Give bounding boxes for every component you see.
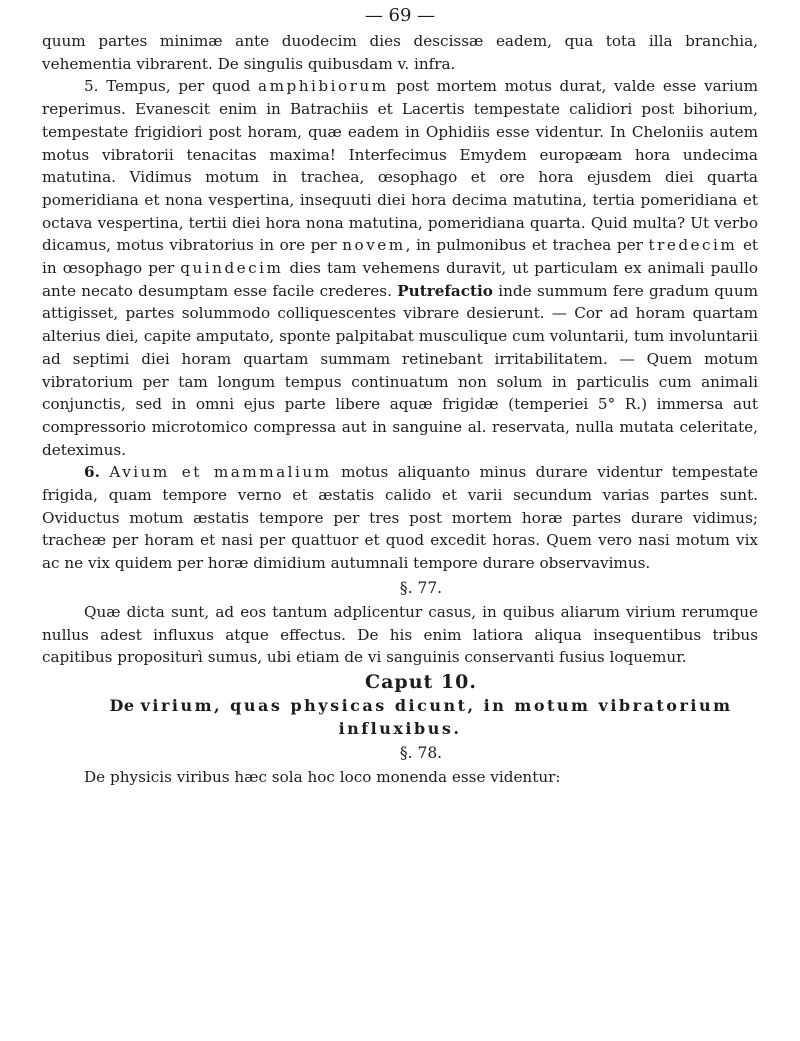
spaced-term-quindecim: quindecim <box>180 259 284 278</box>
spaced-term-avium: Avium et mammalium <box>109 463 332 482</box>
paragraph-6: 6. Avium et mammalium motus aliquanto minus durare videntur tempestate frigida, quam tempore verno et æstatis calido et varii secundum varias partes sunt. Oviductus motum æstatis tempore per tres post mortem horæ partes durare vidimus; tracheæ per horam et nasi per quattuor et quod excedit horas. Quem vero nasi motum vix ac ne vix quidem per horæ dimidium autumnali tempore durare observavimus. <box>42 463 759 573</box>
paragraph-77: Quæ dicta sunt, ad eos tantum adplicentur casus, in quibus aliarum virium rerumque nullus adest influxus atque effectus. De his enim latiora aliqua insequentibus tribus capitibus propositurì sumus, ubi etiam de vi sanguinis conservanti fusius loquemur. <box>42 602 758 667</box>
paragraph-6-number: 6. <box>84 463 100 482</box>
paragraph-continued: quum partes minimæ ante duodecim dies descissæ eadem, qua tota illa branchia, vehementia vibrarent. De singulis quibusdam v. infra. <box>42 32 758 73</box>
section-77: §. 77. <box>399 578 443 597</box>
body-text <box>42 30 758 789</box>
chapter-heading: Caput 10. <box>365 670 477 693</box>
paragraph-5: 5. Tempus, per quod amphibiorum post mortem motus durat, valde esse varium reperimus. Evanescit enim in Batrachiis et Lacertis tempestate calidiori post bihorium, tempestate frigidiori post horam, quæ eadem in Ophidiis esse videntur. In Cheloniis autem motus vibratorii tenacitas maxima! Interfecimus Emydem europæam hora undecima matutina. Vidimus motum in trachea, œsophago et ore hora ejusdem diei quarta pomeridiana et nona vespertina, insequuti diei hora decima matutina, tertia pomeridiana et octava vespertina, tertii diei hora nona matutina, pomeridiana quarta. Quid multa? Ut verbo dicamus, motus vibratorius in ore per novem, in pulmonibus et trachea per tredecim et in œsophago per quindecim dies tam vehemens duravit, ut particulam ex animali paullo ante necato desumptam esse facile crederes. Putrefactio inde summum fere gradum quum attigisset, partes solummodo colliquescentes vibrare desierunt. — Cor ad horam quartam alterius diei, capite amputato, sponte palpitabat musculique cum voluntarii, tum involuntarii ad septimi diei horam quartam summam retinebant irritabilitatem. — Quem motum vibratorium per tam longum tempus continuatum non solum in particulis cum animali conjunctis, sed in omni ejus parte libere aquæ frigidæ (temperiei 5° R.) immersa aut compressorio microtomico compressa aut in sanguine al. reservata, nulla mutata celeritate, deteximus. <box>42 77 759 459</box>
page-number: — 69 — <box>364 5 436 26</box>
spaced-term-novem: novem <box>342 236 406 255</box>
paragraph-78: De physicis viribus hæc sola hoc loco monenda esse videntur: <box>84 768 561 787</box>
spaced-term-amphibiorum: amphibiorum <box>258 77 389 96</box>
spaced-term-tredecim: tredecim <box>648 236 738 255</box>
chapter-title: De virium, quas physicas dicunt, in motum vibratorium influxibus. <box>109 695 733 738</box>
section-78: §. 78. <box>399 744 443 763</box>
paragraph-5-number: 5. <box>84 77 99 96</box>
bold-term-putrefactio: Putrefactio <box>397 281 493 300</box>
